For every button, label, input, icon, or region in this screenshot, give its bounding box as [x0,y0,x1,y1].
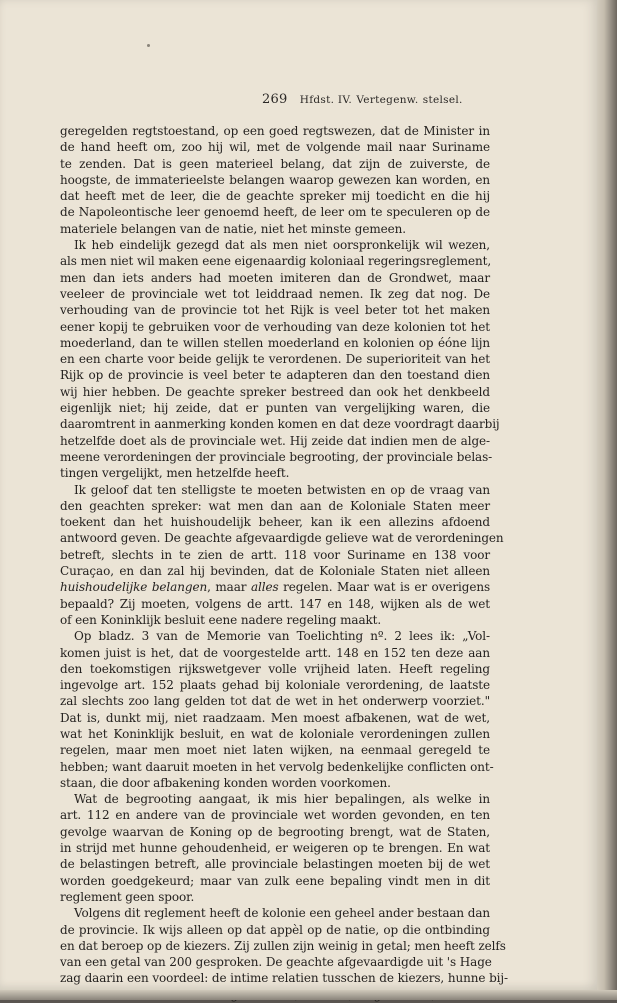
page-bottom-edge [0,990,617,1000]
text-line: antwoord geven. De geachte afgevaardigde gelieve wat de verordeningen [60,531,504,546]
text-line: meene verordeningen der provinciale begrooting, der provinciale belas- [60,449,493,464]
text-line: hetzelfde doet als de provinciale wet. Hij zeide dat indien men de alge- [60,433,490,448]
text-line [60,579,490,595]
text-line: geregelden regtstoestand, op een goed regtswezen, dat de Minister in [60,124,490,138]
text-line: art. 112 en andere van de provinciale wet worden gevonden, en ten [60,808,490,823]
text-line: Rijk op de provincie is veel beter te adapteren dan den toestand dien [60,368,490,383]
text-line: regelen, maar men moet niet laten wijken, na eenmaal geregeld te [60,743,490,758]
text-line: de hand heeft om, zoo hij wil, met de volgende mail naar Suriname [60,140,490,155]
text-line: den toekomstigen rijkswetgever volle vrijheid laten. Heeft regeling [60,661,490,676]
header-subtitle: stelsel. [422,94,463,106]
specks-mark [147,44,150,47]
text-line: tingen vergelijkt, men hetzelfde heeft. [60,466,290,481]
text-line: en een charte voor beide gelijk te verordenen. De superioriteit van het [60,352,490,367]
text-line: den geachten spreker: wat men dan aan de Koloniale Staten meer [60,498,490,513]
text-line: Ik heb eindelijk gezegd dat als men niet oorspronkelijk wil wezen, [74,238,490,253]
text-line: eigenlijk niet; hij zeide, dat er punten van vergelijking waren, die [60,401,490,416]
text-line: dat heeft met de leer, die de geachte spreker mij toedicht en die hij [60,189,490,204]
text-line: toekent dan het huishoudelijk beheer, kan ik een allezins afdoend [60,515,490,530]
text-line: Ik geloof dat ten stelligste te moeten betwisten en op de vraag van [74,482,490,497]
text-line: reglement geen spoor. [60,889,195,904]
text-line: veeleer de provinciale wet tot leiddraad nemen. Ik zeg dat nog. De [60,286,490,301]
text-line: Dat is, dunkt mij, niet raadzaam. Men moest afbakenen, wat de wet, [60,710,490,725]
text-line: zal slechts zoo lang gelden tot dat de wet in het onderwerp voorziet." [60,694,490,709]
text-line: van een getal van 200 gesproken. De geachte afgevaardigde uit 's Hage [60,955,492,970]
text-line: betreft, slechts in te zien de artt. 118 voor Suriname en 138 voor [60,547,490,562]
text-line: wij hier hebben. De geachte spreker bestreed dan ook het denkbeeld [60,384,490,399]
text-line: hoogste, de immaterieelste belangen waarop gewezen kan worden, en [60,172,490,187]
italic-text: alles [250,580,279,595]
text-line: als men niet wil maken eene eigenaardig koloniaal regeringsreglement, [60,254,492,269]
section-label: Hfdst. IV. [299,94,353,106]
header-title: Vertegenw. [356,94,419,106]
text-line: staan, die door afbakening konden worden voorkomen. [60,775,391,790]
text-line: en dat beroep op de kiezers. Zij zullen zijn weinig in getal; men heeft zelfs [60,938,506,953]
text-line: in strijd met hunne gehoudenheid, er weigeren op te brengen. En wat [60,841,490,856]
text-line: de provincie. Ik wijs alleen op dat appèl op de natie, op die ontbinding [60,922,490,937]
text-line: te zenden. Dat is geen materieel belang, dat zijn de zuiverste, de [60,156,490,171]
body-text [60,123,508,1003]
text-line: bepaald? Zij moeten, volgens de artt. 147 en 148, wijken als de wet [60,596,490,611]
text-line: de Napoleontische leer genoemd heeft, de leer om te speculeren op de [60,205,490,220]
text-line: komen juist is het, dat de voorgestelde artt. 148 en 152 ten deze aan [60,645,490,660]
page-edge [597,0,617,1000]
text-line: wat het Koninklijk besluit, en wat de koloniale verordeningen zullen [60,726,490,741]
text-line: Wat de begrooting aangaat, ik mis hier bepalingen, als welke in [74,792,490,807]
text-line: verhouding van de provincie tot het Rijk is veel beter tot het maken [60,303,490,318]
italic-text: huishoudelijke belangen [60,580,208,595]
text-line: of een Koninklijk besluit eene nadere regeling maakt. [60,612,382,627]
text-run: regelen. Maar wat is er overigens [278,580,491,595]
text-line: moederland, dan te willen stellen moederland en kolonien op éóne lijn [60,335,490,350]
running-head [262,92,492,107]
page-number: 269 [262,92,288,107]
text-line: hebben; want daaruit moeten in het vervolg bedenkelijke conflicten ont- [60,759,494,774]
text-line: worden goedgekeurd; maar van zulk eene bepaling vindt men in dit [60,873,490,888]
text-line: Curaçao, en dan zal hij bevinden, dat de Koloniale Staten niet alleen [60,564,490,579]
text-line: de belastingen betreft, alle provinciale belastingen moeten bij de wet [60,857,490,872]
text-line: Op bladz. 3 van de Memorie van Toelichting nº. 2 lees ik: „Vol- [74,629,490,644]
text-line: ingevolge art. 152 plaats gehad bij koloniale verordening, de laatste [60,678,490,693]
text-line: zag daarin een voordeel: de intime relatien tusschen de kiezers, hunne bij- [60,971,508,986]
text-line: materiele belangen van de natie, niet het minste gemeen. [60,221,406,236]
text-line: eener kopij te gebruiken voor de verhouding van deze kolonien tot het [60,319,490,334]
text-line: gevolge waarvan de Koning op de begrooting brengt, wat de Staten, [60,824,490,839]
text-line: daaromtrent in aanmerking konden komen en dat deze voordragt daarbij [60,417,500,432]
text-line: Volgens dit reglement heeft de kolonie een geheel ander bestaan dan [74,906,491,921]
text-run: , maar [207,580,251,595]
text-line: men dan iets anders had moeten imiteren dan de Grondwet, maar [60,270,490,285]
